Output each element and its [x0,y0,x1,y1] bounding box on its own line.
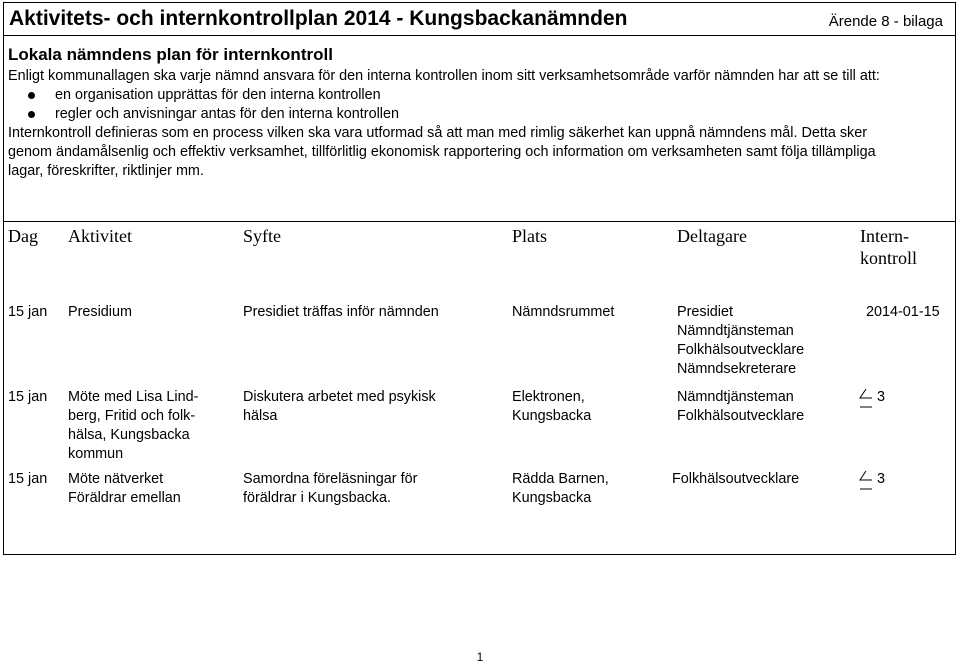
cell-dag: 15 jan [8,304,48,320]
cell-kontroll: 3 [877,389,886,405]
cell-line: Nämndtjänsteman [677,323,794,339]
bullet-item [8,105,908,124]
cell-line: Möte nätverket [68,471,164,487]
bullet-icon [28,111,35,118]
cell-aktivitet [68,388,198,464]
cell-line: Nämndtjänsteman [677,389,794,405]
header-internkontroll-1: Intern- [860,226,909,246]
cell-syfte [243,303,439,322]
cell-syfte [243,388,436,426]
cell-line: Presidiet träffas inför nämnden [243,304,439,320]
arrow-icon [856,386,876,418]
cell-kontroll: 3 [877,471,886,487]
cell-line: Samordna föreläsningar för [243,471,418,487]
page-number: 1 [476,650,484,664]
bullet-text: en organisation upprättas för den interna kontrollen [55,87,381,103]
cell-deltagare [672,470,799,489]
intro-heading: Lokala nämndens plan för internkontroll [8,45,333,64]
cell-line: Kungsbacka [512,490,592,506]
cell-dag: 15 jan [8,389,48,405]
title-bar [4,3,955,36]
cell-line: Presidium [68,304,132,320]
cell-line: Presidiet [677,304,733,320]
cell-syfte [243,470,417,508]
cell-kontroll: 2014-01-15 [866,304,940,320]
bullet-list [8,86,908,124]
cell-line: Folkhälsoutvecklare [677,408,805,424]
header-syfte: Syfte [243,226,281,246]
header-plats: Plats [512,226,548,246]
cell-line: Nämndsekreterare [677,361,797,377]
cell-line: Diskutera arbetet med psykisk [243,389,436,405]
cell-line: Nämndsrummet [512,304,615,320]
cell-plats [512,388,591,426]
bullet-item [8,86,908,105]
header-deltagare: Deltagare [677,226,747,246]
cell-aktivitet [68,470,181,508]
cell-plats [512,303,614,322]
attachment-label: Ärende 8 - bilaga [828,13,943,30]
document-title: Aktivitets- och internkontrollplan 2014 - Kungsbackanämnden [9,7,628,30]
bullet-icon [28,92,35,99]
cell-dag: 15 jan [8,471,48,487]
intro-text [8,67,908,181]
cell-line: hälsa, Kungsbacka [68,427,190,443]
cell-deltagare [677,388,804,426]
cell-deltagare [677,303,804,379]
intro-paragraph-2: Internkontroll definieras som en process vilken ska vara utformad så att man med rimlig säkerhet kan uppnå nämndens mål. Detta sker genom ändamålsenlig och effektiv verksamhet, tillförlitlig ekonomisk rapportering och information om verksamheten samt följa tillämpliga lagar, föreskrifter, riktlinjer mm. [8,125,876,179]
cell-line: berg, Fritid och folk- [68,408,196,424]
cell-line: Föräldrar emellan [68,490,181,506]
cell-plats [512,470,609,508]
header-aktivitet: Aktivitet [68,226,132,246]
cell-line: Möte med Lisa Lind- [68,389,199,405]
header-internkontroll-2: kontroll [860,248,917,268]
intro-section [4,36,955,222]
cell-line: Kungsbacka [512,408,592,424]
header-dag: Dag [8,226,38,246]
arrow-icon [856,468,876,500]
cell-line: Elektronen, [512,389,585,405]
cell-line: hälsa [243,408,278,424]
bullet-text: regler och anvisningar antas för den interna kontrollen [55,106,399,122]
cell-line: Folkhälsoutvecklare [677,342,805,358]
cell-line: Folkhälsoutvecklare [672,471,800,487]
cell-line: Rädda Barnen, [512,471,609,487]
intro-paragraph-1: Enligt kommunallagen ska varje nämnd ansvara för den interna kontrollen inom sitt verksamhetsområde varför nämnden har att se till att: [8,68,880,84]
cell-line: föräldrar i Kungsbacka. [243,490,391,506]
cell-aktivitet [68,303,132,322]
cell-line: kommun [68,446,124,462]
